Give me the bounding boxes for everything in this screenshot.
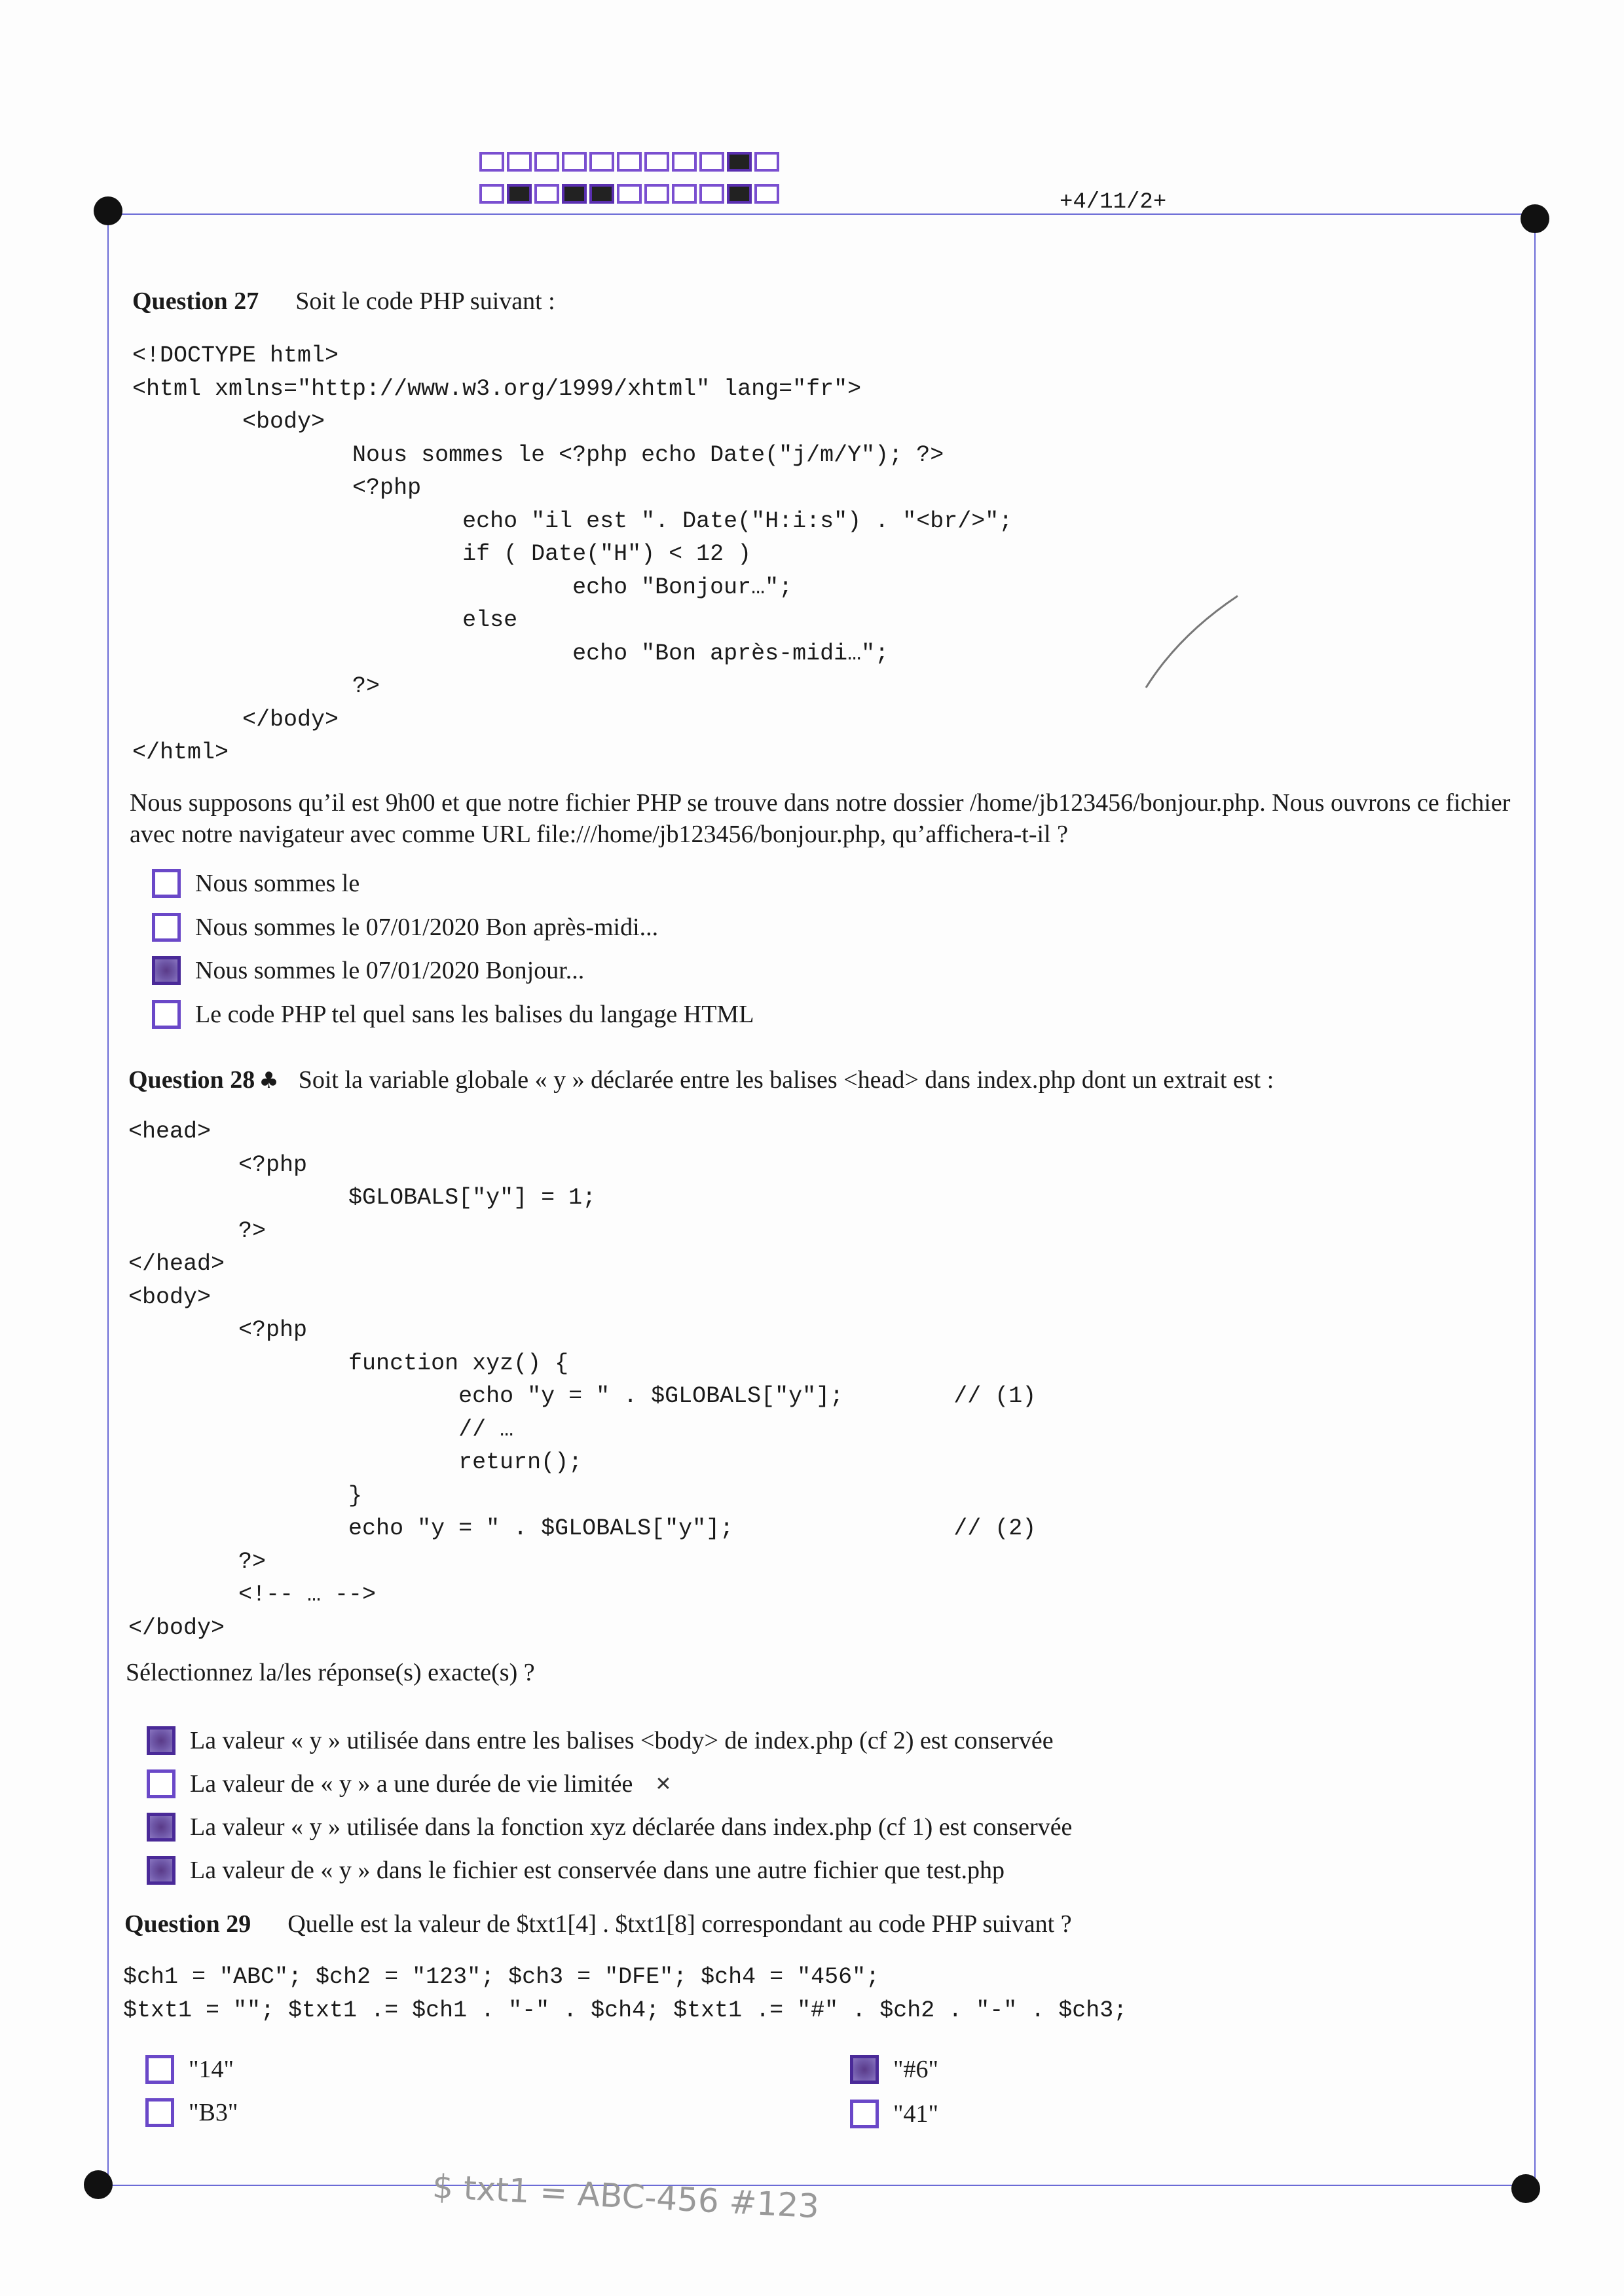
q27-choice-1[interactable]	[152, 869, 360, 898]
id-cell	[562, 152, 587, 172]
q27-choice-2[interactable]	[152, 913, 658, 942]
id-cell	[699, 184, 724, 204]
id-code-grid-row2	[479, 184, 779, 204]
checkbox[interactable]	[152, 869, 181, 898]
id-cell	[644, 184, 669, 204]
question-prompt: Quelle est la valeur de $txt1[4] . $txt1[8] correspondant au code PHP suivant ?	[287, 1910, 1072, 1938]
corner-marker-bottom-right	[1511, 2174, 1540, 2203]
id-cell	[507, 152, 532, 172]
q28-choice-3[interactable]	[147, 1813, 1072, 1842]
page-id: +4/11/2+	[1060, 190, 1167, 215]
id-cell	[754, 184, 779, 204]
question-number: Question 28	[128, 1066, 255, 1094]
checkbox[interactable]	[152, 1000, 181, 1029]
id-cell	[672, 152, 697, 172]
choice-label: "14"	[189, 2056, 234, 2083]
id-cell	[699, 152, 724, 172]
question-number: Question 27	[132, 287, 259, 315]
id-cell-filled	[727, 152, 752, 172]
choice-label: Nous sommes le 07/01/2020 Bonjour...	[195, 957, 585, 984]
checkbox-checked[interactable]	[152, 956, 181, 985]
id-cell	[617, 152, 642, 172]
q27-choice-4[interactable]	[152, 1000, 754, 1029]
q27-choice-3[interactable]	[152, 956, 584, 985]
id-cell	[589, 152, 614, 172]
question-27-header	[132, 287, 555, 316]
frame-left	[107, 213, 109, 2185]
q28-choice-4[interactable]	[147, 1856, 1005, 1885]
choice-label: Le code PHP tel quel sans les balises du langage HTML	[195, 1001, 754, 1028]
choice-label: Nous sommes le 07/01/2020 Bon après-midi...	[195, 914, 659, 941]
checkbox-checked[interactable]	[147, 1813, 175, 1842]
frame-bottom	[98, 2185, 1529, 2186]
question-prompt: Soit le code PHP suivant :	[295, 287, 555, 315]
id-cell-filled	[562, 184, 587, 204]
checkbox[interactable]	[145, 2098, 174, 2127]
id-cell	[754, 152, 779, 172]
question-number: Question 29	[124, 1910, 251, 1938]
question-28-header	[128, 1065, 1274, 1094]
q29-choice-2[interactable]	[850, 2055, 938, 2084]
corner-marker-top-right	[1521, 204, 1549, 233]
code-block-q27: <!DOCTYPE html> <html xmlns="http://www.w3.org/1999/xhtml" lang="fr"> <body> Nous sommes le <?php echo Date("j/m/Y"); ?> <?php echo "il est ". Date("H:i:s") . "<br/>"; if ( Date("H") < 12 ) echo "Bonjour…"; else echo "Bon après-midi…"; ?> </body> </html>	[132, 343, 1013, 766]
choice-label: La valeur de « y » a une durée de vie limitée	[190, 1770, 633, 1798]
id-cell	[644, 152, 669, 172]
corner-marker-bottom-left	[84, 2170, 113, 2199]
q29-choice-4[interactable]	[850, 2100, 938, 2128]
checkbox[interactable]	[145, 2055, 174, 2084]
q29-choice-3[interactable]	[145, 2098, 238, 2127]
corner-marker-top-left	[94, 196, 122, 225]
choice-label: La valeur « y » utilisée dans entre les balises <body> de index.php (cf 2) est conservée	[190, 1727, 1054, 1754]
id-cell	[479, 184, 504, 204]
choice-label: "B3"	[189, 2099, 238, 2126]
choice-label: La valeur de « y » dans le fichier est conservée dans une autre fichier que test.php	[190, 1857, 1005, 1884]
frame-right	[1534, 213, 1536, 2185]
checkbox[interactable]	[152, 913, 181, 942]
choice-label: Nous sommes le	[195, 870, 360, 897]
question-27-paragraph: Nous supposons qu’il est 9h00 et que notre fichier PHP se trouve dans notre dossier /home/jb123456/bonjour.php. Nous ouvrons ce fichier avec notre navigateur avec comme URL file:///home/jb123456/bonjour.php, qu’affichera-t-il ?	[130, 789, 1511, 848]
id-cell-filled	[589, 184, 614, 204]
id-cell	[534, 184, 559, 204]
id-cell-filled	[727, 184, 752, 204]
q28-choice-2[interactable]	[147, 1769, 671, 1798]
id-cell	[534, 152, 559, 172]
q28-choice-1[interactable]	[147, 1726, 1054, 1755]
choice-label: La valeur « y » utilisée dans la fonction xyz déclarée dans index.php (cf 1) est conservée	[190, 1813, 1073, 1841]
handwritten-note: $ txt1 = ABC-456 #123	[431, 2167, 821, 2226]
id-code-grid-row1	[479, 152, 779, 172]
checkbox[interactable]	[147, 1769, 175, 1798]
id-cell-filled	[507, 184, 532, 204]
frame-top	[108, 213, 1536, 215]
choice-label: "41"	[893, 2100, 939, 2128]
question-28-instruction: Sélectionnez la/les réponse(s) exacte(s) ?	[126, 1659, 535, 1686]
id-cell	[672, 184, 697, 204]
handwritten-cross-mark: ✕	[655, 1772, 672, 1796]
id-cell	[479, 152, 504, 172]
club-icon: ♣	[259, 1067, 279, 1094]
checkbox-checked[interactable]	[147, 1856, 175, 1885]
q29-choice-1[interactable]	[145, 2055, 234, 2084]
pencil-stroke-mark	[1139, 589, 1257, 694]
code-block-q29: $ch1 = "ABC"; $ch2 = "123"; $ch3 = "DFE"; $ch4 = "456"; $txt1 = ""; $txt1 .= $ch1 . "-" . $ch4; $txt1 .= "#" . $ch2 . "-" . $ch3;	[123, 1964, 1128, 2024]
checkbox-checked[interactable]	[147, 1726, 175, 1755]
checkbox[interactable]	[850, 2100, 879, 2128]
question-29-header	[124, 1910, 1072, 1938]
code-block-q28: <head> <?php $GLOBALS["y"] = 1; ?> </head> <body> <?php function xyz() { echo "y = " . $GLOBALS["y"]; // (1) // … return(); } echo "y = " . $GLOBALS["y"]; // (2) ?> <!-- … --> </body>	[128, 1119, 1037, 1641]
checkbox-checked[interactable]	[850, 2055, 879, 2084]
question-prompt: Soit la variable globale « y » déclarée entre les balises <head> dans index.php dont un extrait est :	[298, 1066, 1274, 1094]
id-cell	[617, 184, 642, 204]
choice-label: "#6"	[893, 2056, 939, 2083]
